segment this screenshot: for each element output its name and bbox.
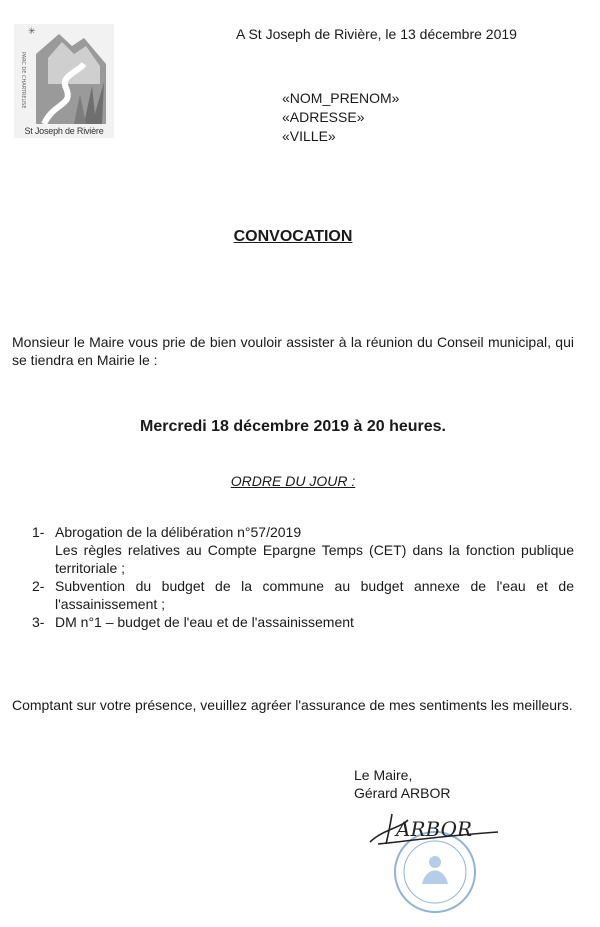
stamp-emblem bbox=[422, 871, 448, 885]
agenda-item-text: Abrogation de la délibération n°57/2019 bbox=[55, 524, 302, 540]
document-title: CONVOCATION bbox=[233, 228, 353, 245]
signatory-block bbox=[354, 766, 450, 802]
signature-mark: ARBOR bbox=[396, 817, 473, 841]
agenda-title: ORDRE DU JOUR : bbox=[230, 473, 356, 489]
signature-graphic bbox=[360, 806, 510, 916]
agenda-item bbox=[32, 523, 574, 577]
agenda-item-detail: Les règles relatives au Compte Epargne Temps (CET) dans la fonction publique territoriale ; bbox=[55, 542, 574, 576]
intro-paragraph: Monsieur le Maire vous prie de bien vouloir assister à la réunion du Conseil municipal, qui se tiendra en Mairie le : bbox=[12, 334, 574, 368]
agenda-list bbox=[32, 523, 574, 631]
agenda-item bbox=[32, 577, 574, 613]
place-date: A St Joseph de Rivière, le 13 décembre 2019 bbox=[236, 26, 517, 42]
agenda-item-text: DM n°1 – budget de l'eau et de l'assainissement bbox=[55, 614, 354, 630]
agenda-item-text: Subvention du budget de la commune au budget annexe de l'eau et de l'assainissement ; bbox=[55, 578, 574, 612]
recipient-street: «ADRESSE» bbox=[282, 109, 365, 125]
agenda-item-number: 2- bbox=[32, 578, 45, 594]
municipal-logo bbox=[14, 24, 114, 138]
recipient-name: «NOM_PRENOM» bbox=[282, 90, 400, 106]
logo-vertical-text bbox=[16, 50, 24, 110]
svg-text:PARC DE CHARTREUSE: PARC DE CHARTREUSE bbox=[20, 52, 26, 109]
agenda-item-number: 3- bbox=[32, 614, 45, 630]
svg-text:✳: ✳ bbox=[28, 27, 36, 37]
meeting-date: Mercredi 18 décembre 2019 à 20 heures. bbox=[140, 418, 446, 435]
signature-stamp bbox=[360, 806, 510, 916]
signatory-name: Gérard ARBOR bbox=[354, 785, 451, 801]
agenda-item-number: 1- bbox=[32, 524, 45, 540]
recipient-city: «VILLE» bbox=[282, 128, 336, 144]
recipient-address bbox=[282, 89, 399, 146]
signatory-role: Le Maire, bbox=[354, 767, 413, 783]
closing-paragraph: Comptant sur votre présence, veuillez agréer l'assurance de mes sentiments les meilleurs. bbox=[12, 697, 573, 713]
logo-graphic bbox=[14, 24, 114, 138]
agenda-item bbox=[32, 613, 574, 631]
logo-caption: St Joseph de Rivière bbox=[24, 126, 104, 136]
